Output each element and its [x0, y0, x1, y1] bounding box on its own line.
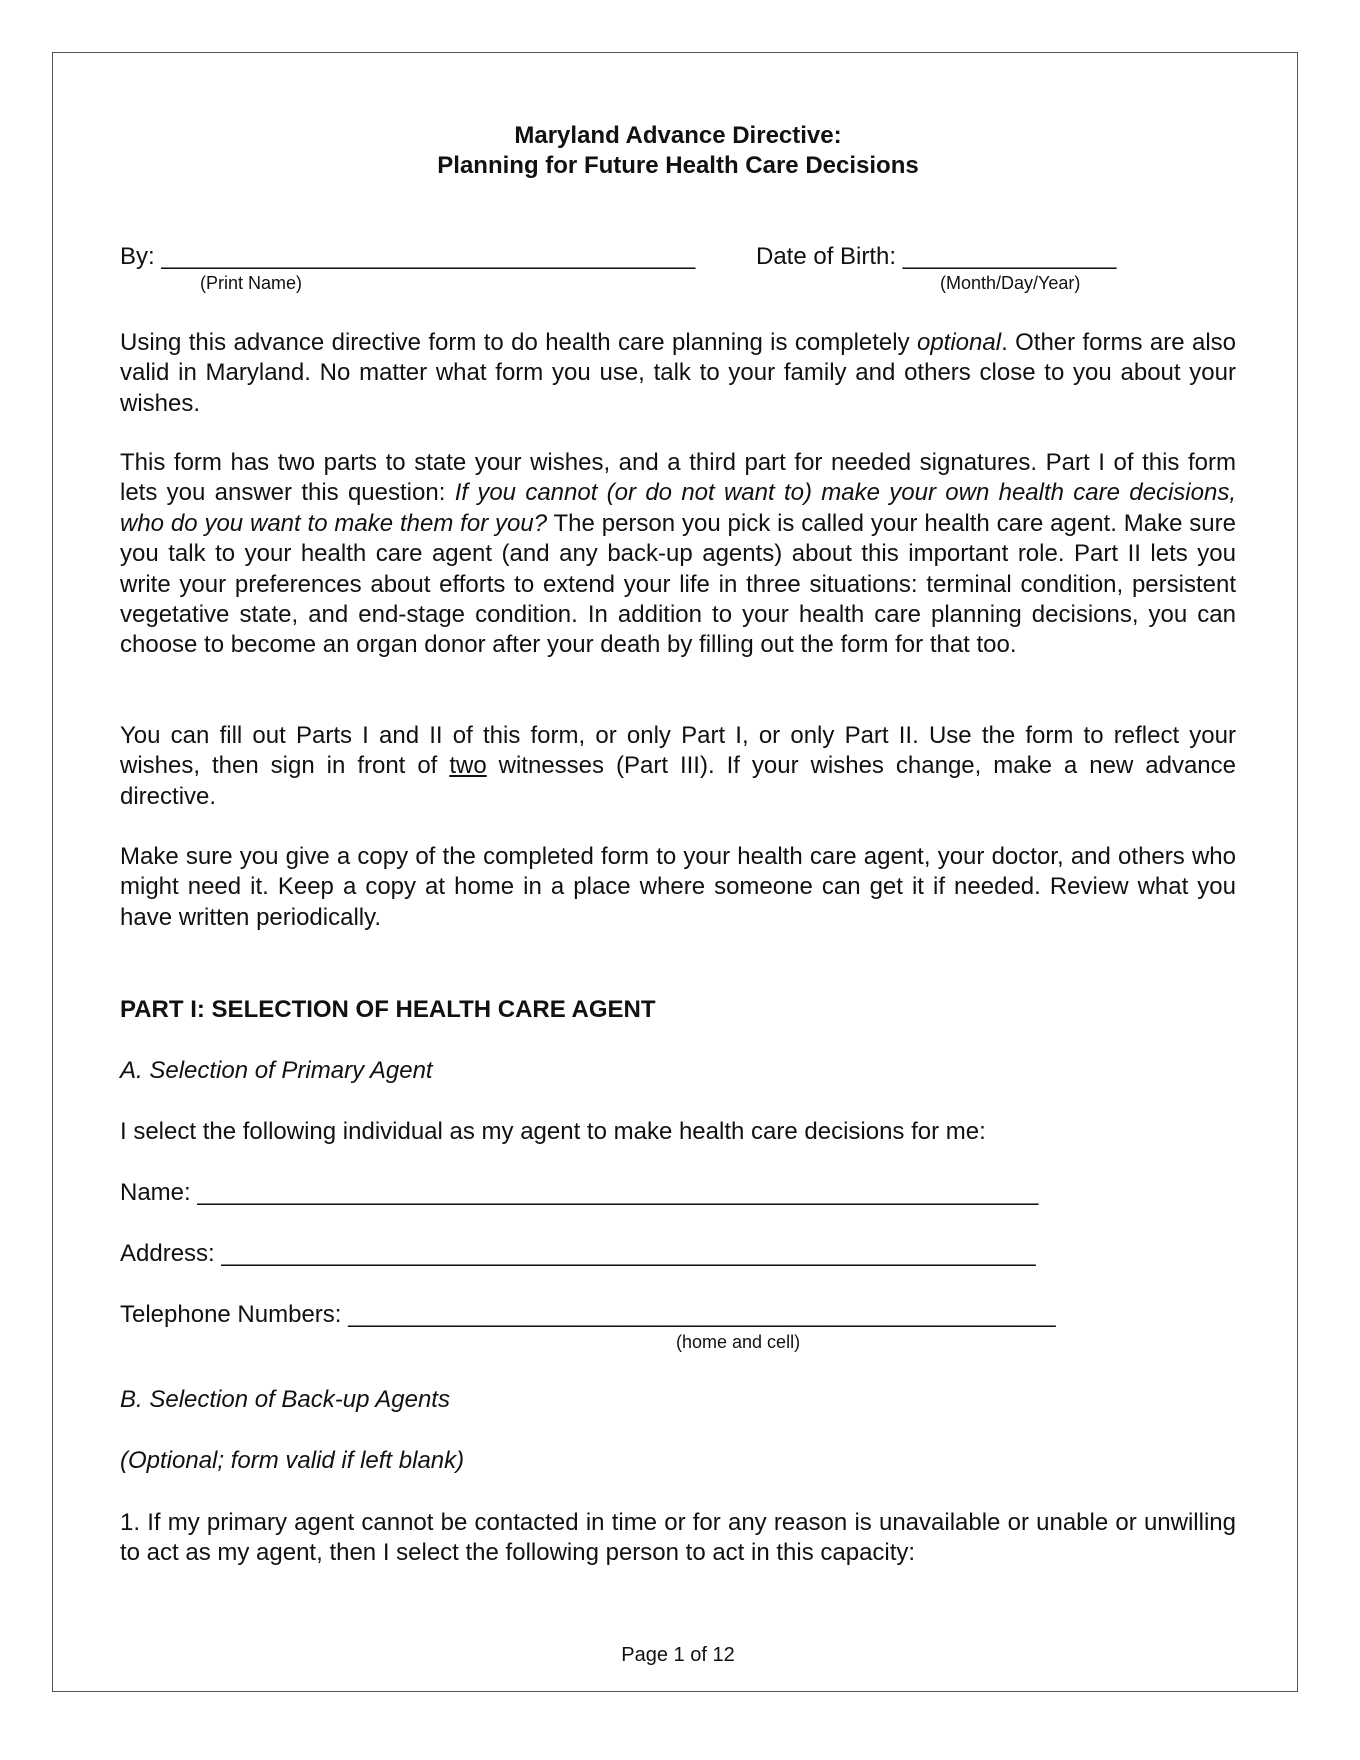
page-number: Page 1 of 12	[621, 1644, 735, 1666]
intro-paragraph-2: This form has two parts to state your wishes, and a third part for needed signatures. Part I of this form lets you answer this question: If you cannot (or do not want to) make your own health care decisions, who do you want to make them for you? The person you pick is called your health care agent. Make sure you talk to your health care agent (and any back-up agents) about this important role. Part II lets you write your preferences about efforts to extend your life in three situations: terminal condition, persistent vegetative state, and end-stage condition. In addition to your health care planning decisions, you can choose to become an organ donor after your death by filling out the form for that too.	[120, 449, 1236, 659]
by-line	[120, 242, 695, 272]
by-name-field[interactable]: By: ________________________________________	[120, 243, 696, 270]
section-b-heading: B. Selection of Back-up Agents	[120, 1386, 450, 1413]
agent-question: If you cannot (or do not want to) make your own health care decisions, who do you want to make them for you?	[120, 479, 1236, 537]
document-subtitle: Planning for Future Health Care Decisions	[437, 152, 919, 179]
intro-paragraph-1: Using this advance directive form to do health care planning is completely optional. Other forms are also valid in Maryland. No matter what form you use, talk to your family and others close to you about your wishes.	[120, 329, 1236, 417]
date-of-birth-field[interactable]: Date of Birth: ________________	[756, 243, 1117, 270]
telephone-caption: (home and cell)	[676, 1332, 801, 1352]
optional-note: (Optional; form valid if left blank)	[120, 1447, 465, 1474]
part-1-heading: PART I: SELECTION OF HEALTH CARE AGENT	[120, 996, 656, 1023]
select-agent-text: I select the following individual as my agent to make health care decisions for me:	[120, 1118, 986, 1145]
intro-paragraph-3: You can fill out Parts I and II of this form, or only Part I, or only Part II. Use the form to reflect your wishes, then sign in front of two witnesses (Part III). If your wishes change, make a new advance directive.	[120, 722, 1236, 810]
backup-agent-item-1: 1. If my primary agent cannot be contacted in time or for any reason is unavailable or unable or unwilling to act as my agent, then I select the following person to act in this capacity:	[120, 1509, 1236, 1567]
agent-name-field[interactable]: Name: _______________________________________________________________	[120, 1179, 1039, 1206]
intro-paragraph-4: Make sure you give a copy of the completed form to your health care agent, your doctor, and others who might need it. Keep a copy at home in a place where someone can get it if needed. Review what you have written periodically.	[120, 843, 1236, 931]
agent-telephone-field[interactable]: Telephone Numbers: _____________________________________________________	[120, 1301, 1056, 1328]
date-of-birth-line	[756, 242, 1116, 272]
two-emphasis: two	[449, 752, 487, 780]
document-title: Maryland Advance Directive:	[514, 122, 842, 149]
section-a-heading: A. Selection of Primary Agent	[120, 1057, 433, 1084]
print-name-caption: (Print Name)	[200, 273, 303, 293]
optional-emphasis: optional	[916, 329, 1002, 356]
agent-address-field[interactable]: Address: _____________________________________________________________	[120, 1240, 1036, 1267]
date-format-caption: (Month/Day/Year)	[940, 273, 1081, 293]
